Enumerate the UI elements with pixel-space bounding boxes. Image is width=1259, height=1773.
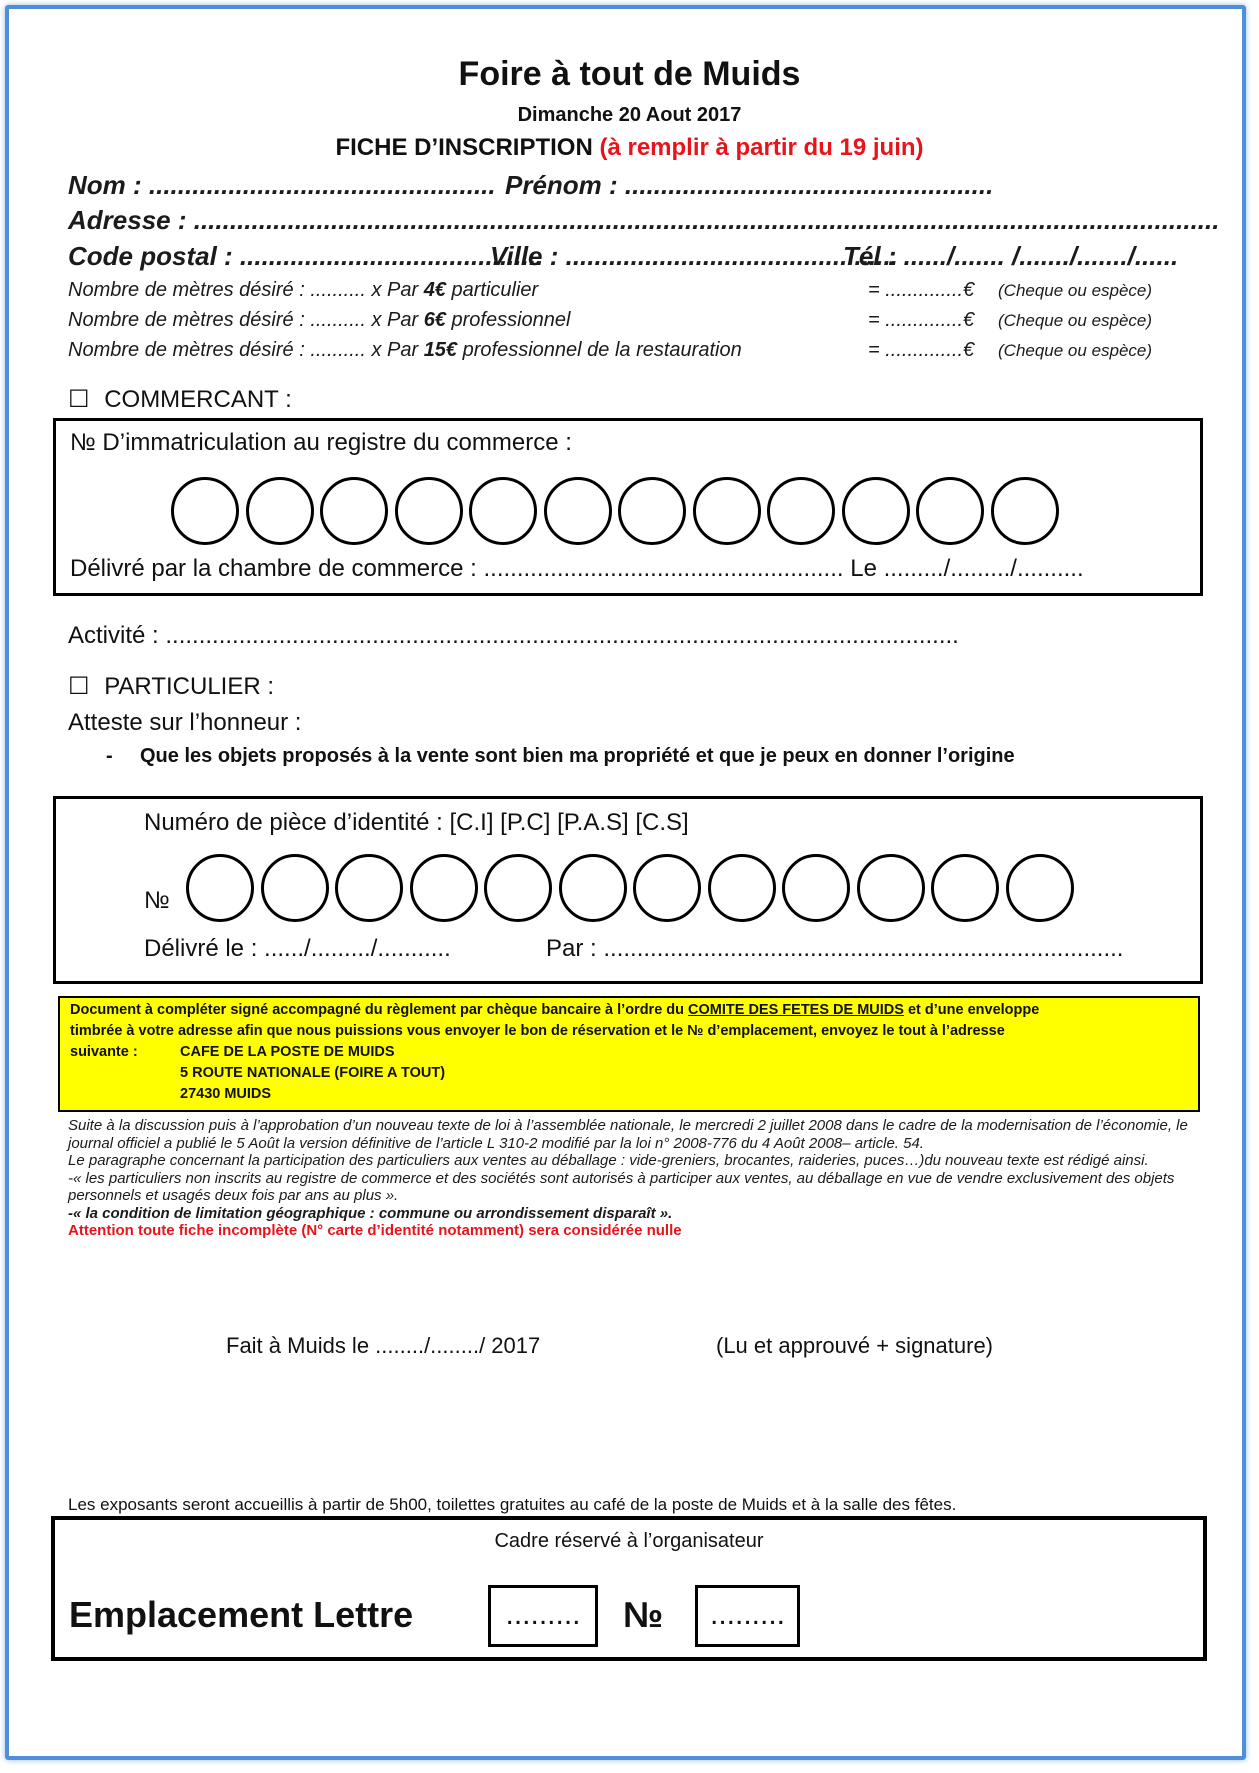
metres-label: Nombre de mètres désiré : .......... x Par — [68, 339, 419, 361]
particulier-label: PARTICULIER : — [104, 673, 275, 700]
activite-field[interactable]: Activité : ....................................................................................................................... — [68, 622, 959, 649]
digit-circle[interactable] — [335, 854, 403, 922]
metres-total[interactable]: = ..............€ — [868, 279, 975, 301]
instructions-text: Document à compléter signé accompagné du règlement par chèque bancaire à l’ordre du — [70, 1002, 684, 1018]
bullet-dash: - — [106, 745, 113, 767]
instructions-line: timbrée à votre adresse afin que nous puissions vous envoyer le bon de réservation et le № d’emplacement, envoyez le tout à l’adresse — [70, 1023, 1005, 1039]
chambre-commerce-field[interactable]: Délivré par la chambre de commerce : ...................................................... Le ........./........./.......... — [70, 555, 1084, 582]
digit-circle[interactable] — [1006, 854, 1074, 922]
attestation-statement: Que les objets proposés à la vente sont bien ma propriété et que je peux en donner l’origine — [140, 745, 1015, 767]
form-heading-label: FICHE D’INSCRIPTION — [335, 134, 593, 161]
digit-circle[interactable] — [693, 477, 761, 545]
suivante-label: suivante : — [70, 1044, 138, 1060]
digit-circle[interactable] — [782, 854, 850, 922]
metres-total[interactable]: = ..............€ — [868, 339, 975, 361]
digit-circle[interactable] — [544, 477, 612, 545]
metres-type: professionnel de la restauration — [462, 339, 742, 361]
legal-paragraph: -« les particuliers non inscrits au registre de commerce et des sociétés sont autorisés à participer aux ventes, au déballage en vue de vendre exclusivement des objets personnels et usagés deux fois par ans au plus ». — [68, 1169, 1175, 1204]
commercant-box — [53, 418, 1203, 596]
tel-field[interactable]: Tél : ....../....... /......./......./...... — [843, 241, 1179, 271]
digit-circle[interactable] — [991, 477, 1059, 545]
instructions-line — [70, 1000, 1188, 1021]
digit-circle[interactable] — [410, 854, 478, 922]
digit-circle[interactable] — [469, 477, 537, 545]
digit-circle[interactable] — [559, 854, 627, 922]
form-heading-note: (à remplir à partir du 19 juin) — [599, 134, 924, 161]
instructions-text: et d’une enveloppe — [907, 1002, 1040, 1018]
checkbox-icon[interactable]: ☐ — [68, 673, 90, 700]
metres-row[interactable] — [68, 279, 538, 302]
payment-note: (Cheque ou espèce) — [998, 281, 1153, 300]
atteste-label: Atteste sur l’honneur : — [68, 709, 302, 736]
address-name: CAFE DE LA POSTE DE MUIDS — [180, 1044, 395, 1060]
digit-circle[interactable] — [395, 477, 463, 545]
code-postal-field[interactable]: Code postal : .......................................... — [68, 241, 544, 271]
document-title: Foire à tout de Muids — [458, 55, 801, 93]
metres-row[interactable] — [68, 339, 742, 362]
digit-circle[interactable] — [767, 477, 835, 545]
organisateur-box — [51, 1516, 1207, 1661]
fait-a-field[interactable]: Fait à Muids le ......../......../ 2017 — [226, 1333, 541, 1358]
piece-identite-label: Numéro de pièce d’identité : [C.I] [P.C] [P.A.S] [C.S] — [144, 809, 689, 836]
digit-circle[interactable] — [916, 477, 984, 545]
metres-price: 6€ — [423, 309, 446, 331]
metres-label: Nombre de mètres désiré : .......... x Par — [68, 309, 419, 331]
commercant-option[interactable] — [68, 385, 292, 414]
legal-text — [68, 1117, 1188, 1240]
emplacement-label: Emplacement Lettre — [69, 1594, 414, 1635]
payment-note: (Cheque ou espèce) — [998, 341, 1153, 360]
numero-box[interactable]: ......... — [695, 1585, 800, 1647]
commercant-label: COMMERCANT : — [104, 386, 292, 413]
digit-circle[interactable] — [857, 854, 925, 922]
legal-paragraph: Le paragraphe concernant la participation des particuliers aux ventes au déballage : vide-greniers, brocantes, raideries, puces…)du nouveau texte est rédigé ainsi. — [68, 1152, 1149, 1169]
digit-circle[interactable] — [246, 477, 314, 545]
address-street: 5 ROUTE NATIONALE (FOIRE A TOUT) — [180, 1065, 446, 1081]
digit-circle[interactable] — [320, 477, 388, 545]
form-heading — [0, 134, 1259, 162]
payment-note: (Cheque ou espèce) — [998, 311, 1153, 330]
checkbox-icon[interactable]: ☐ — [68, 386, 90, 413]
address-city: 27430 MUIDS — [180, 1086, 272, 1102]
metres-price: 4€ — [423, 279, 446, 301]
metres-type: professionnel — [451, 309, 571, 331]
legal-paragraph: -« la condition de limitation géographique : commune ou arrondissement disparaît ». — [68, 1204, 673, 1222]
digit-circle[interactable] — [261, 854, 329, 922]
metres-total[interactable]: = ..............€ — [868, 309, 975, 331]
prenom-field[interactable]: Prénom : ................................................... — [505, 170, 994, 200]
event-date: Dimanche 20 Aout 2017 — [517, 104, 742, 126]
par-field[interactable]: Par : .............................................................................. — [546, 935, 1124, 962]
digit-circle[interactable] — [484, 854, 552, 922]
identite-box — [53, 796, 1203, 984]
warning-text: Attention toute fiche incomplète (N° carte d’identité notamment) sera considérée nulle — [68, 1222, 682, 1239]
lettre-box[interactable]: ......... — [488, 1585, 598, 1647]
registre-label: № D’immatriculation au registre du commerce : — [70, 429, 572, 456]
no-label: № — [623, 1594, 664, 1635]
metres-label: Nombre de mètres désiré : .......... x Par — [68, 279, 419, 301]
legal-paragraph: Suite à la discussion puis à l’approbation d’un nouveau texte de loi à l’assemblée nationale, le mercredi 2 juillet 2008 dans le cadre de la modernisation de l’économie, le journal officiel a publié le 5 Août la version définitive de l’article L 310-2 modifié par la loi n° 2008-776 du 4 Août 2008– article. 54. — [68, 1117, 1188, 1152]
metres-type: particulier — [451, 279, 539, 301]
metres-row[interactable] — [68, 309, 570, 332]
exposants-info: Les exposants seront accueillis à partir de 5h00, toilettes gratuites au café de la poste de Muids et à la salle des fêtes. — [68, 1495, 957, 1514]
digit-circle[interactable] — [171, 477, 239, 545]
ville-field[interactable]: Ville : .............................................. — [490, 241, 898, 271]
digit-circle[interactable] — [931, 854, 999, 922]
particulier-option[interactable] — [68, 672, 274, 701]
adresse-field[interactable]: Adresse : .............................................................................................................................................. — [68, 205, 1220, 235]
digit-circle[interactable] — [186, 854, 254, 922]
digit-circle[interactable] — [842, 477, 910, 545]
nom-field[interactable]: Nom : ................................................ — [68, 170, 496, 200]
delivre-le-field[interactable]: Délivré le : ....../........./........... — [144, 935, 451, 962]
no-label: № — [144, 887, 170, 914]
instructions-box — [58, 996, 1200, 1112]
digit-circle[interactable] — [618, 477, 686, 545]
metres-price: 15€ — [423, 339, 458, 361]
digit-circle[interactable] — [708, 854, 776, 922]
address-line — [70, 1042, 1188, 1063]
comite-name: COMITE DES FETES DE MUIDS — [688, 1002, 904, 1018]
signature-note: (Lu et approuvé + signature) — [716, 1333, 994, 1358]
digit-circle[interactable] — [633, 854, 701, 922]
organisateur-title: Cadre réservé à l’organisateur — [494, 1530, 764, 1552]
